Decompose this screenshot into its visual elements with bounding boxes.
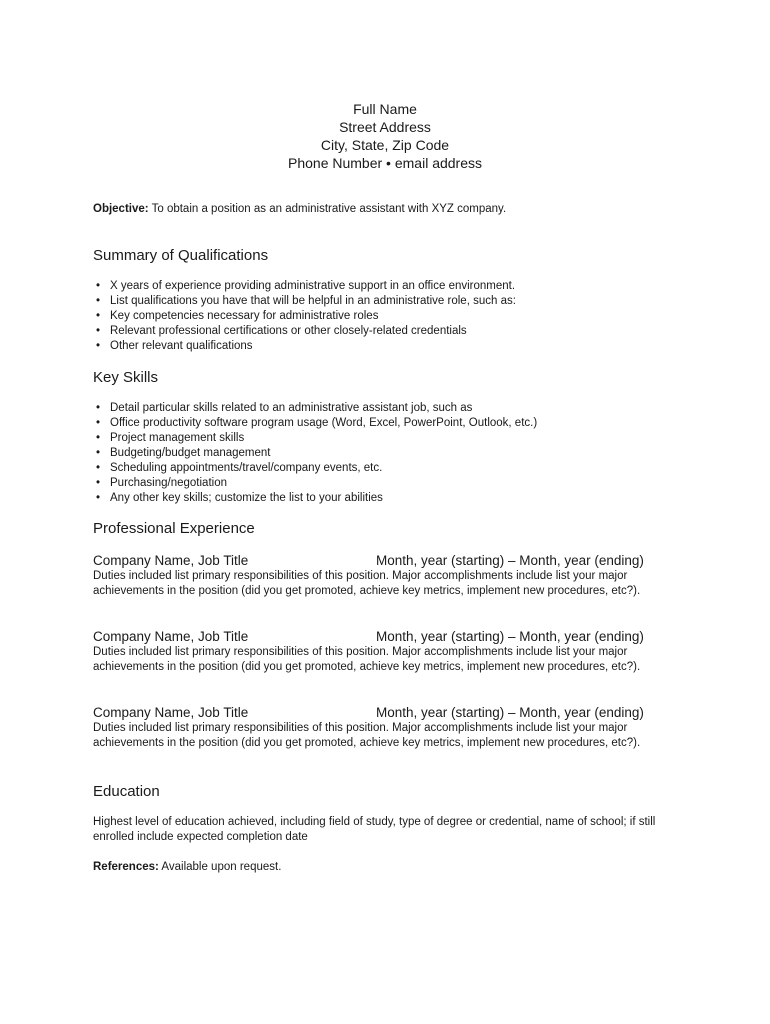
skill-item: • Office productivity software program usage (Word, Excel, PowerPoint, Outlook, etc.) [93,416,693,431]
contact-header [0,100,770,172]
objective-label: Objective: [93,203,149,215]
summary-list [93,279,693,354]
job-dates: Month, year (starting) – Month, year (ending) [376,553,644,568]
objective-text: To obtain a position as an administrative assistant with XYZ company. [148,203,507,215]
job-duties: Duties included list primary responsibilities of this position. Major accomplishments include list your major achievements in the position (did you get promoted, achieve key metrics, implement new procedures, etc?). [93,570,641,597]
job-company-title: Company Name, Job Title [93,629,249,644]
objective-line [93,202,693,217]
summary-item: • Relevant professional certifications or other closely-related credentials [93,324,693,339]
full-name: Full Name [353,101,417,117]
skill-item: • Purchasing/negotiation [93,476,693,491]
job-entry [93,552,693,599]
skill-item: • Scheduling appointments/travel/company events, etc. [93,461,693,476]
job-company-title: Company Name, Job Title [93,705,249,720]
summary-item: • X years of experience providing administrative support in an office environment. [93,279,693,294]
skill-item: • Budgeting/budget management [93,446,693,461]
experience-heading: Professional Experience [93,520,255,537]
skill-item: • Project management skills [93,431,693,446]
job-entry [93,704,693,751]
job-duties: Duties included list primary responsibilities of this position. Major accomplishments include list your major achievements in the position (did you get promoted, achieve key metrics, implement new procedures, etc?). [93,722,641,749]
city-state-zip: City, State, Zip Code [320,137,450,153]
education-text: Highest level of education achieved, including field of study, type of degree or credential, name of school; if still enrolled include expected completion date [93,816,656,843]
job-company-title: Company Name, Job Title [93,553,249,568]
summary-item: • List qualifications you have that will be helpful in an administrative role, such as: [93,294,693,309]
job-dates: Month, year (starting) – Month, year (ending) [376,629,644,644]
summary-item: • Key competencies necessary for administrative roles [93,309,693,324]
skill-item: • Any other key skills; customize the list to your abilities [93,491,693,506]
job-dates: Month, year (starting) – Month, year (ending) [376,705,644,720]
phone-email: Phone Number • email address [288,155,482,171]
summary-item: • Other relevant qualifications [93,339,693,354]
references-line [93,860,693,875]
skills-heading: Key Skills [93,369,159,386]
street-address: Street Address [339,119,431,135]
job-duties: Duties included list primary responsibilities of this position. Major accomplishments include list your major achievements in the position (did you get promoted, achieve key metrics, implement new procedures, etc?). [93,646,641,673]
summary-heading: Summary of Qualifications [93,247,269,264]
job-entry [93,628,693,675]
references-label: References: [93,861,159,873]
skill-item: • Detail particular skills related to an administrative assistant job, such as [93,401,693,416]
skills-list [93,401,693,506]
education-heading: Education [93,783,160,800]
references-text: Available upon request. [158,861,282,873]
